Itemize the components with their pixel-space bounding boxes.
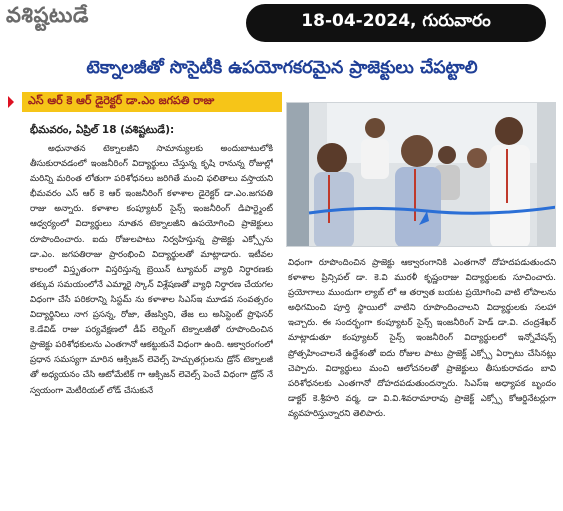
article-body-column-2 bbox=[288, 256, 556, 506]
body-text: విధంగా రూపొందించిన ప్రాజెక్టు ఆక్వారంగానికి ఎంతగానో దోహదపడుతుందని కళాశాల ప్రిన్సిపల్ డా. కె.వి మురళీ కృష్ణంరాజు విద్యార్థులకు సూచించారు. ప్రయోగాలు ముందుగా ల్యాబ్ లో ఆ తర్వాత బయట ప్రయోగించి వాటి లోపాలను అధిగమించి పూర్తి స్థాయిలో వాటిని రూపొందించాలని విద్యార్థులకు సలహా ఇచ్చారు. ఈ సందర్భంగా కంప్యూటర్ సైన్స్ ఇంజనీరింగ్ హెడ్ డా.వి. చంద్రశేఖర్ మాట్లాడుతూ కంప్యూటర్ సైన్స్ ఇంజనీరింగ్ విద్యార్థులలో ఇన్నోవేషన్స్ ప్రోత్సహించాలనే ఉద్దేశంతో ఐదు రోజుల పాటు ప్రాజెక్ట్ ఎక్స్పో ఏర్పాటు చేసినట్లు చెప్పారు. విద్యార్థులు మంచి ఆలోచనలతో ప్రాజెక్టులు తీసుకురావడం బావి పరిశోధనలకు ఎంతగానో దోహదపడుతుందన్నారు. సిఎస్ఇ అధ్యాపక బృందం డాక్టర్ కె.శ్రీహరి వర్మ, డా వి.వి.శివరామారావు ప్రాజెక్ట్ ఎక్స్పో కోఆర్డినేటర్లుగా వ్యవహరిస్తున్నారని తెలిపారు. bbox=[288, 258, 556, 419]
article-subhead: ఎస్ ఆర్ కె ఆర్ డైరెక్టర్ డా.ఎం జగపతి రాజు bbox=[22, 92, 282, 112]
masthead bbox=[0, 0, 563, 46]
article-dateline: భీమవరం, ఏప్రిల్ 18 (వశిష్టటుడే): bbox=[30, 124, 175, 136]
newspaper-name: వశిష్టటుడే bbox=[6, 2, 89, 27]
article-headline: టెక్నాలజీతో సొసైటీకి ఉపయోగకరమైన ప్రాజెక్టులు చేపట్టాలి bbox=[86, 58, 478, 78]
issue-date: 18-04-2024, గురువారం bbox=[246, 4, 546, 42]
event-photo bbox=[286, 102, 556, 247]
bullet-icon bbox=[8, 96, 14, 108]
ribbon-cutting-photo bbox=[287, 103, 556, 247]
body-text: అధునాతన టెక్నాలజీని సామాన్యులకు అందుబాటులోకి తీసుకురావడంలో ఇంజనీరింగ్ విద్యార్థులు చేస్తున్న కృషి రానున్న రోజుల్లో మరిన్ని మరింత లోతుగా పరిశోధనలు జరిగితే మంచి ఫలితాలు వస్తాయని భీమవరం ఎస్ ఆర్ కె ఆర్ ఇంజనీరింగ్ కళాశాల డైరెక్టర్ డా.ఎం.జగపతి రాజు అన్నారు. కళాశాల కంప్యూటర్ సైన్స్ ఇంజనీరింగ్ డిపార్ట్మెంట్ ఆధ్వర్యంలో విద్యార్థులు నూతన టెక్నాలజీని ఉపయోగించి ప్రాజెక్టులు రూపొందించారు. ఐదు రోజులపాటు నిర్వహిస్తున్న ప్రాజెక్టు ఎక్స్పోను డా.ఎం. జగపతిరాజు ప్రారంభించి విద్యార్థులతో మాట్లాడారు. ఇటీవల కాలంలో విస్తృతంగా విస్తరిస్తున్న బ్రెయిన్ ట్యూమర్ వ్యాధి నిర్ధారణకు తక్కువ సమయంలోనే ఎమ్మారై స్కాన్ విశ్లేషణతో వ్యాధి నిర్ధారణ చేయగల విధంగా చేసే పరికరాన్ని సిస్టమ్ ను కళాశాల సిఎస్ఇ మూడవ సంవత్సరం విద్యార్థినిలు నాగ ప్రసన్న, రోజా, తేజస్విని, తేజ లు అసిస్టెంట్ ప్రొఫెసర్ కె.డేవిడ్ రాజు పర్యవేక్షణలో డీప్ లెర్నింగ్ టెక్నాలజీతో రూపొందించిన ప్రాజెక్టు పరిశోధకులను ఎంతగానో ఆకట్టుకునే విధంగా ఉంది. ఆక్వారంగంలో ప్రధాన సమస్యగా మారిన ఆక్సిజన్ లెవెల్స్ హెచ్చుతగ్గులను డ్రోన్ టెక్నాలజీ తో అధ్యయనం చేసి ఆటోమేటిక్ గా ఆక్సిజన్ లెవెల్స్ పెంచే విధంగా డ్రోన్ నే స్వయంగా మెటీరియల్ లోడ్ చేసుకునే bbox=[30, 144, 273, 396]
article-body-column-1 bbox=[30, 142, 273, 507]
